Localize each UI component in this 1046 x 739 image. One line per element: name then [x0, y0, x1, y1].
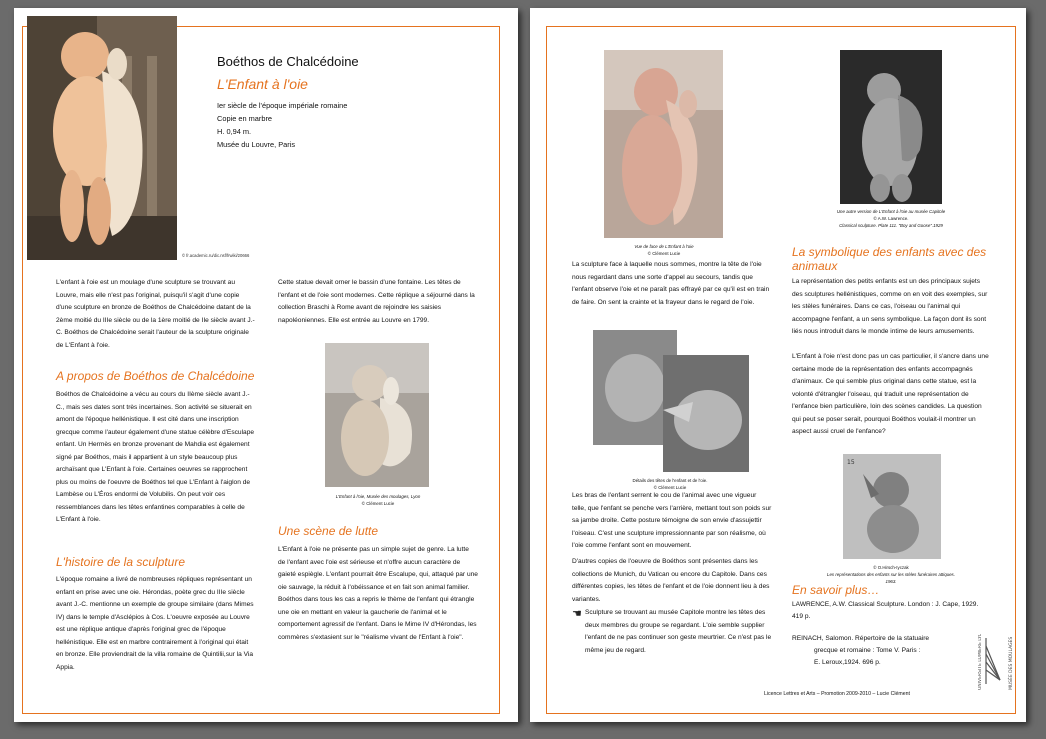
lyon-caption-credit: © Clément Lucie	[361, 501, 395, 506]
meta-height: H. 0,94 m.	[217, 127, 252, 136]
lyon-photo-caption	[308, 493, 448, 507]
stele-photo-caption	[826, 564, 956, 585]
stele-photo	[843, 454, 941, 559]
university-logo	[978, 634, 1016, 692]
statue-photo-main	[27, 16, 177, 260]
section-boethos-title: A propos de Boéthos de Chalcédoine	[56, 369, 255, 383]
statue-photo-capitole	[840, 50, 942, 204]
capitole-paragraph: Sculpture se trouvant au musée Capitole montre les têtes des deux membres du groupe se regardant. L'oie semble supplier l'enfant de ne pas continuer son geste meurtrier. Ce n'est pas le même jeu de regard.	[585, 609, 772, 654]
heads-detail-photo	[593, 330, 749, 472]
intro-paragraph: L'enfant à l'oie est un moulage d'une sculpture se trouvant au Louvre, mais elle n'est pas l'original, puisqu'il s'agit d'une copie d'une sculpture en bronze de Boéthos de Chalcédoine datant de la 2ème moitié du IIIe siècle ou de la 1ère moitié de IIe siècle avant J.-C. Boéthos de Chalcédoine serait l'auteur de la sculpture originale de L'Enfant à l'oie.	[56, 279, 255, 349]
work-title: L'Enfant à l'oie	[217, 76, 308, 92]
page-left	[14, 8, 518, 722]
reference-reinach-2: grecque et romaine : Tome V. Paris :	[814, 647, 921, 654]
page-footer: Licence Lettres et Arts – Promotion 2009-2010 – Lucie Clément	[764, 691, 910, 697]
section-boethos-text: Boéthos de Chalcédoine a vécu au cours du IIème siècle avant J.-C., mais ses dates sont très incertaines. Son activité se situerait en amont de l'époque hellénistique. Il est cité dans une inscription grecque comme l'auteur également d'une statue célèbre d'Esculape enfant. Un Hermès en bronze provenant de Mahdia est également signé par Boéthos, mais il appartient à un style beaucoup plus archaïsant que L'Enfant à l'oie. Certaines oeuvres se rapprochent plus ou moins de l'oeuvre de Boéthos tel que L'Enfant à l'aiglon de Lambèse ou L'Éros endormi de Volubilis. On peut voir ces ressemblances dans les têtes enfantines comparables à celle de L'Enfant à l'oie.	[56, 391, 255, 523]
artist-name: Boéthos de Chalcédoine	[217, 54, 359, 69]
symbolism-paragraph-1: La représentation des petits enfants est un des principaux sujets des sculptures hellénistiques, comme on en voit des exemples, sur les stèles funéraires. Dans ce cas, l'oiseau ou l'animal qui accompagne l'enfant, a un sens symbolique. La façon dont ils sont liés nous introduit dans le monde intime de leurs amusements.	[792, 278, 988, 335]
front-caption-text: Vue de face de L'Enfant à l'oie	[634, 244, 694, 249]
section-struggle-title: Une scène de lutte	[278, 524, 379, 538]
capitole-photo-caption	[826, 208, 956, 229]
meta-period: Ier siècle de l'époque impériale romaine	[217, 101, 348, 110]
section-symbolism-title: La symbolique des enfants avec des animaux	[792, 245, 987, 273]
front-photo-caption	[594, 243, 734, 257]
section-history-text: L'époque romaine a livré de nombreuses répliques représentant un enfant en prise avec une oie. Hérondas, poète grec du IIIe siècle avant J.-C. mentionne un exemple de groupe similaire (dans Mimes IV) dans le temple d'Asclépios à Cos. L'oeuvre exposée au Louvre est une réplique antique d'après l'original grec de l'époque hellénistique. Elle est en marbre contrairement à l'original qui était en bronze. Elle proviendrait de la villa romaine de Quintilii,sur la Via Appia.	[56, 576, 254, 671]
heads-photo-caption	[600, 477, 740, 491]
logo-univ-text: UNIVERSITÉ LUMIÈRE LYON 2	[978, 634, 983, 690]
section-more-title: En savoir plus…	[792, 583, 880, 597]
work-meta	[217, 99, 347, 151]
section-history-title: L'histoire de la sculpture	[56, 555, 186, 569]
face-paragraph: La sculpture face à laquelle nous sommes, montre la tête de l'oie nous regardant dans une sorte d'appel au secours, tandis que l'enfant observe l'oie et ne paraît pas effrayé par ce qu'il est en train de faire. On sent la crainte et la frayeur dans le regard de l'oie.	[572, 261, 770, 306]
copies-paragraph: D'autres copies de l'oeuvre de Boéthos sont présentes dans les collections de Munich, du Vatican ou encore du Capitole. Dans ces différentes copies, les têtes de l'enfant et de l'oie donnent lieu à des variantes.	[572, 558, 770, 603]
reference-reinach-3: E. Leroux,1924. 696 p.	[814, 659, 881, 666]
statue-photo-lyon	[325, 343, 429, 487]
lyon-caption-text: L'Enfant à l'oie, Musée des moulages, Lyon	[335, 494, 421, 499]
meta-material: Copie en marbre	[217, 114, 273, 123]
statue-photo-front	[604, 50, 723, 238]
reference-list	[792, 599, 982, 669]
reference-lawrence: LAWRENCE, A.W. Classical Sculpture. London : J. Cape, 1929. 419 p.	[792, 601, 979, 620]
arms-paragraph: Les bras de l'enfant serrent le cou de l'animal avec une vigueur telle, que l'enfant se penche vers l'arrière, mettant tout son poids sur sa jambe droite. Cette posture témoigne de son envie d'assujettir l'oiseau. C'est une sculpture impressionnante par son réalisme, où l'oie comme l'enfant sont en mouvement.	[572, 492, 772, 549]
svg-text:15: 15	[847, 459, 855, 466]
symbolism-paragraph-2: L'Enfant à l'oie n'est donc pas un cas particulier, il s'ancre dans une certaine mode de la représentation des enfants accompagnés d'animaux. Ce qui semble plus original dans cette statue, est la volonté d'étrangler l'oiseau, qui traduit une représentation de l'enfance bien particulière, loin des scènes candides. La question qui peut se poser serait, pourquoi Boéthos voulait-il montrer un aspect aussi cruel de l'enfance?	[792, 353, 989, 435]
logo-museum-text: MUSÉE DES MOULAGES	[1009, 636, 1014, 690]
front-caption-credit: © Clément Lucie	[647, 251, 681, 256]
capitole-caption-credit: © A.W. Lawrence.	[873, 216, 909, 221]
heads-caption-credit: © Clément Lucie	[653, 485, 687, 490]
page-right	[530, 8, 1026, 722]
fountain-paragraph: Cette statue devait orner le bassin d'une fontaine. Les têtes de l'enfant et de l'oie sont modernes. Cette réplique a séjourné dans la collection Braschi à Rome avant de rejoindre les saisies napoléoniennes. Elle est entrée au Louvre en 1799.	[278, 279, 475, 324]
hand-cursor-icon: ☚	[572, 608, 582, 620]
stele-caption-credit: © O.Hirsch-Iyczak	[873, 565, 909, 570]
capitole-caption-source: Classical sculpture. Plate 111. "Boy and Goose".1929	[839, 223, 943, 228]
heads-caption-text: Détails des têtes de l'enfant et de l'oie.	[632, 478, 708, 483]
capitole-caption-text: Une autre version de L'Enfant à l'oie au musée Capitole	[836, 209, 946, 214]
meta-location: Musée du Louvre, Paris	[217, 140, 296, 149]
section-struggle-text: L'Enfant à l'oie ne présente pas un simple sujet de genre. La lutte de l'enfant avec l'oie est sérieuse et n'offre aucun caractère de gaieté espiègle. L'enfant pourrait être Escalupe, qui, attaqué par une oie sauvage, la réduit à l'obéissance et en fait son animal familier. Boéthos dans tous les cas a repris le thème de l'enfant qui étrangle une oie en mettant en valeur la gaucherie de l'animal et le comportement agressif de l'enfant. Dans le Mime IV d'Hérondas, les commères s'extasient sur le "réalisme vivant de l'Enfant à l'oie".	[278, 546, 478, 641]
main-photo-credit: © fr.academic.ru/dic.nsf/frwiki/20666	[182, 253, 250, 258]
stele-caption-text: Les représentations des enfants sur les stèles funéraires attiques. 1963.	[827, 572, 955, 584]
reference-reinach-1: REINACH, Salomon. Répertoire de la statuaire	[792, 635, 930, 642]
